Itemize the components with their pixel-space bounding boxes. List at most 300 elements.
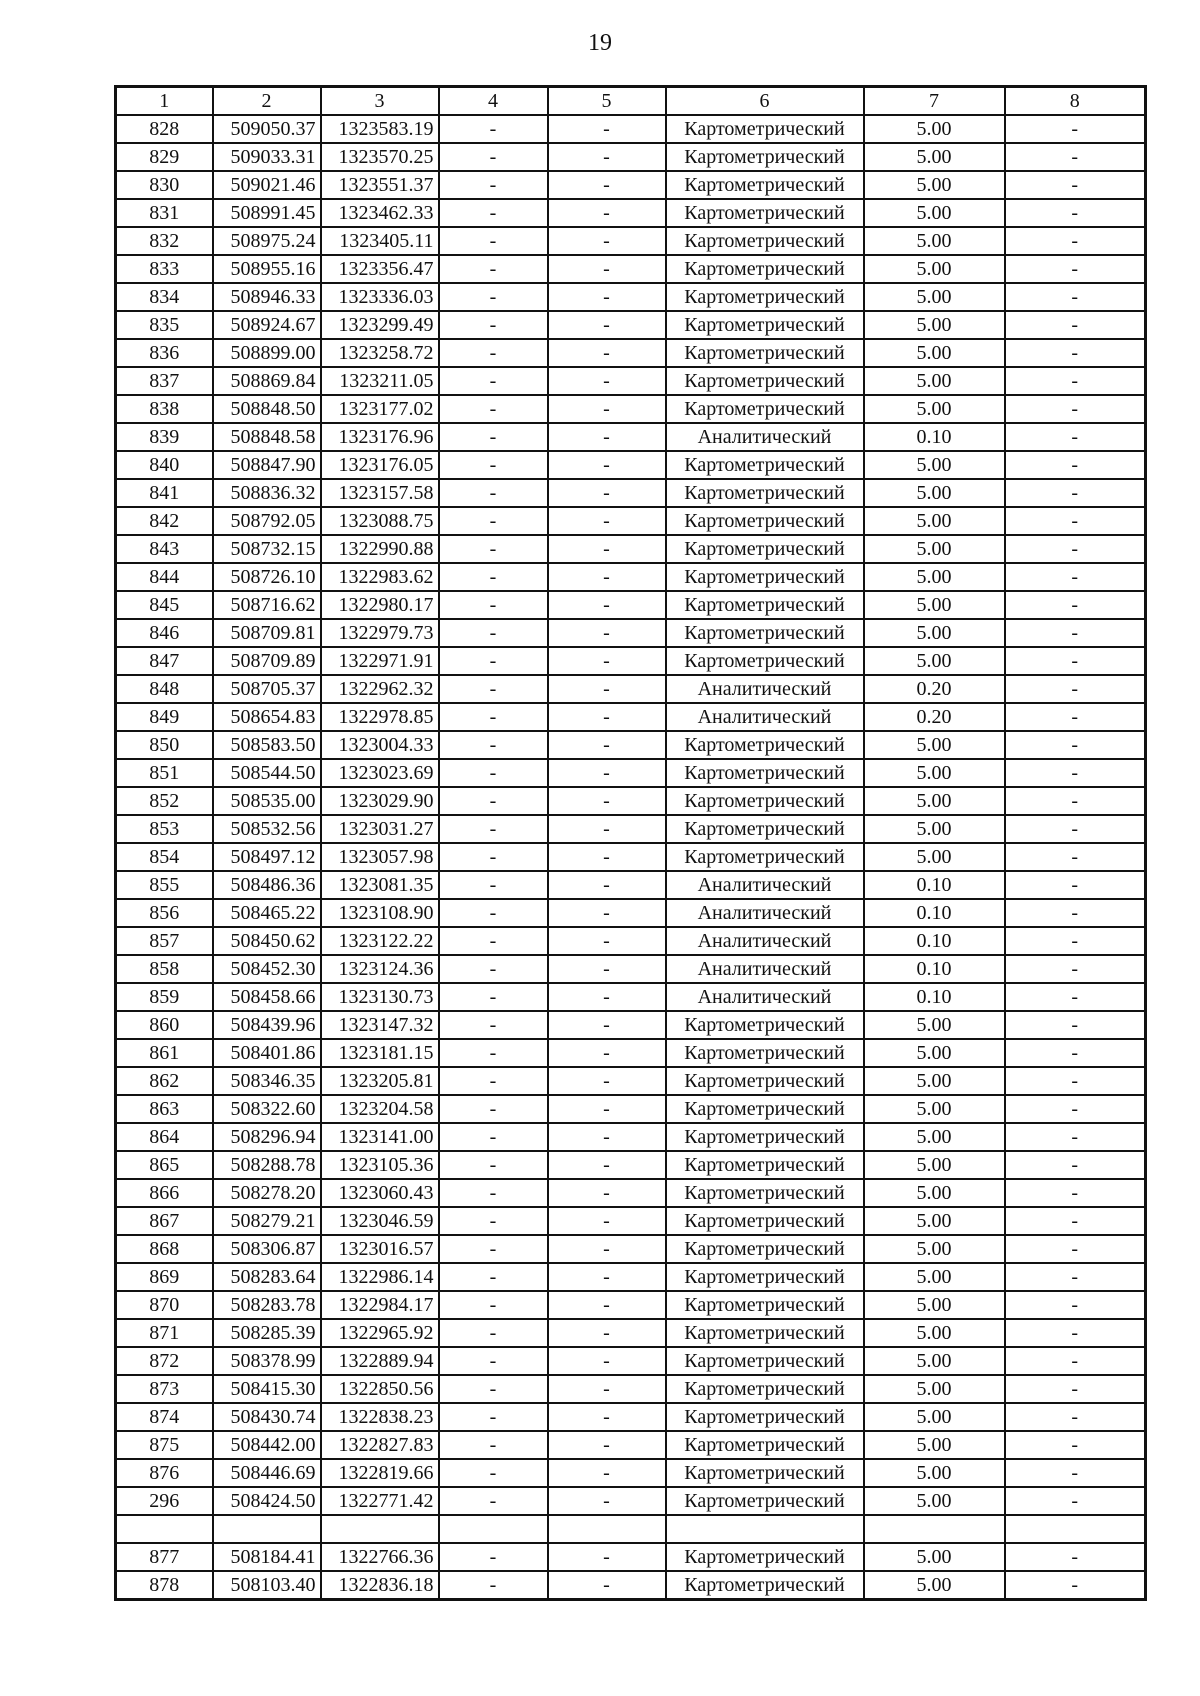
y-coordinate-cell: 1322986.14 [321,1263,439,1291]
col5-cell: - [548,1263,666,1291]
accuracy-cell: 5.00 [864,591,1005,619]
y-coordinate-cell: 1323551.37 [321,171,439,199]
method-cell: Аналитический [666,955,864,983]
accuracy-cell: 0.10 [864,955,1005,983]
y-coordinate-cell: 1322965.92 [321,1319,439,1347]
method-cell: Картометрический [666,1039,864,1067]
method-cell: Картометрический [666,619,864,647]
method-cell: Картометрический [666,1571,864,1600]
y-coordinate-cell: 1323211.05 [321,367,439,395]
method-cell: Картометрический [666,1123,864,1151]
table-row [116,927,1146,955]
x-coordinate-cell: 508486.36 [213,871,321,899]
point-number-cell: 860 [116,1011,213,1039]
method-cell: Картометрический [666,1095,864,1123]
col8-cell: - [1005,479,1146,507]
column-header: 2 [213,87,321,116]
method-cell: Аналитический [666,423,864,451]
col4-cell: - [439,1347,548,1375]
col8-cell: - [1005,1179,1146,1207]
col4-cell: - [439,1011,548,1039]
col4-cell: - [439,815,548,843]
accuracy-cell: 0.20 [864,703,1005,731]
accuracy-cell: 0.10 [864,423,1005,451]
table-row [116,619,1146,647]
x-coordinate-cell: 508544.50 [213,759,321,787]
table-row [116,591,1146,619]
method-cell: Картометрический [666,1235,864,1263]
col5-cell: - [548,367,666,395]
col5-cell: - [548,1319,666,1347]
method-cell: Картометрический [666,787,864,815]
accuracy-cell: 5.00 [864,283,1005,311]
accuracy-cell: 5.00 [864,1011,1005,1039]
table-row [116,1067,1146,1095]
col5-cell: - [548,311,666,339]
col5-cell: - [548,815,666,843]
x-coordinate-cell: 508497.12 [213,843,321,871]
point-number-cell: 865 [116,1151,213,1179]
point-number-cell: 834 [116,283,213,311]
x-coordinate-cell: 508296.94 [213,1123,321,1151]
table-row [116,1039,1146,1067]
col5-cell: - [548,1235,666,1263]
y-coordinate-cell: 1323057.98 [321,843,439,871]
point-number-cell: 851 [116,759,213,787]
col4-cell: - [439,759,548,787]
col8-cell: - [1005,1403,1146,1431]
method-cell: Картометрический [666,1487,864,1515]
table-row [116,451,1146,479]
x-coordinate-cell: 508285.39 [213,1319,321,1347]
col4-cell: - [439,367,548,395]
col4-cell: - [439,1571,548,1600]
y-coordinate-cell: 1323105.36 [321,1151,439,1179]
col8-cell: - [1005,1011,1146,1039]
table-row [116,1487,1146,1515]
point-number-cell: 856 [116,899,213,927]
col8-cell: - [1005,423,1146,451]
method-cell: Картометрический [666,507,864,535]
accuracy-cell: 5.00 [864,787,1005,815]
x-coordinate-cell: 508709.89 [213,647,321,675]
method-cell: Картометрический [666,647,864,675]
y-coordinate-cell: 1323124.36 [321,955,439,983]
table-row [116,1459,1146,1487]
col8-cell: - [1005,115,1146,143]
col4-cell: - [439,311,548,339]
y-coordinate-cell: 1322850.56 [321,1375,439,1403]
accuracy-cell: 5.00 [864,1179,1005,1207]
col8-cell: - [1005,507,1146,535]
accuracy-cell: 0.20 [864,675,1005,703]
col5-cell: - [548,955,666,983]
method-cell: Картометрический [666,255,864,283]
table-row [116,647,1146,675]
col8-cell: - [1005,227,1146,255]
col4-cell: - [439,1095,548,1123]
col5-cell: - [548,115,666,143]
col8-cell: - [1005,1375,1146,1403]
table-row [116,311,1146,339]
col5-cell: - [548,451,666,479]
method-cell: Картометрический [666,815,864,843]
col5-cell: - [548,1543,666,1571]
col8-cell: - [1005,1039,1146,1067]
col4-cell: - [439,619,548,647]
x-coordinate-cell: 508103.40 [213,1571,321,1600]
point-number-cell: 830 [116,171,213,199]
x-coordinate-cell: 508535.00 [213,787,321,815]
col8-cell: - [1005,1459,1146,1487]
y-coordinate-cell: 1322838.23 [321,1403,439,1431]
method-cell: Картометрический [666,535,864,563]
x-coordinate-cell: 508283.64 [213,1263,321,1291]
col4-cell: - [439,647,548,675]
col4-cell: - [439,703,548,731]
point-number-cell: 861 [116,1039,213,1067]
col8-cell: - [1005,983,1146,1011]
y-coordinate-cell: 1323570.25 [321,143,439,171]
accuracy-cell: 5.00 [864,1571,1005,1600]
x-coordinate-cell: 508705.37 [213,675,321,703]
accuracy-cell: 5.00 [864,1347,1005,1375]
point-number-cell: 833 [116,255,213,283]
accuracy-cell: 5.00 [864,1039,1005,1067]
col8-cell: - [1005,311,1146,339]
table-row [116,1207,1146,1235]
col8-cell: - [1005,843,1146,871]
point-number-cell [116,1515,213,1543]
x-coordinate-cell: 508446.69 [213,1459,321,1487]
col5-cell: - [548,339,666,367]
point-number-cell: 853 [116,815,213,843]
accuracy-cell: 5.00 [864,1487,1005,1515]
x-coordinate-cell: 508924.67 [213,311,321,339]
col4-cell: - [439,1067,548,1095]
x-coordinate-cell: 508442.00 [213,1431,321,1459]
table-row [116,227,1146,255]
point-number-cell: 846 [116,619,213,647]
col8-cell: - [1005,451,1146,479]
table-row [116,675,1146,703]
point-number-cell: 296 [116,1487,213,1515]
method-cell: Картометрический [666,451,864,479]
y-coordinate-cell: 1323088.75 [321,507,439,535]
table-row [116,1431,1146,1459]
point-number-cell: 866 [116,1179,213,1207]
col5-cell: - [548,283,666,311]
col5-cell: - [548,759,666,787]
method-cell: Картометрический [666,311,864,339]
col8-cell: - [1005,1319,1146,1347]
x-coordinate-cell: 508288.78 [213,1151,321,1179]
method-cell: Аналитический [666,983,864,1011]
x-coordinate-cell: 508732.15 [213,535,321,563]
y-coordinate-cell: 1323023.69 [321,759,439,787]
col5-cell: - [548,395,666,423]
table-row [116,1515,1146,1543]
point-number-cell: 875 [116,1431,213,1459]
accuracy-cell: 5.00 [864,731,1005,759]
col5-cell: - [548,1151,666,1179]
table-row [116,1403,1146,1431]
y-coordinate-cell: 1323204.58 [321,1095,439,1123]
method-cell: Картометрический [666,115,864,143]
col5-cell: - [548,1375,666,1403]
col8-cell: - [1005,955,1146,983]
y-coordinate-cell: 1323462.33 [321,199,439,227]
method-cell: Картометрический [666,283,864,311]
column-header: 3 [321,87,439,116]
method-cell: Картометрический [666,1431,864,1459]
col8-cell: - [1005,619,1146,647]
y-coordinate-cell: 1323356.47 [321,255,439,283]
col8-cell: - [1005,143,1146,171]
col8-cell: - [1005,759,1146,787]
x-coordinate-cell: 508401.86 [213,1039,321,1067]
col8-cell: - [1005,675,1146,703]
point-number-cell: 874 [116,1403,213,1431]
x-coordinate-cell: 508583.50 [213,731,321,759]
col8-cell: - [1005,1123,1146,1151]
accuracy-cell: 5.00 [864,507,1005,535]
col4-cell: - [439,1039,548,1067]
col5-cell: - [548,1067,666,1095]
point-number-cell: 840 [116,451,213,479]
table-row [116,1571,1146,1600]
table-row [116,1179,1146,1207]
table-row [116,1347,1146,1375]
point-number-cell: 842 [116,507,213,535]
col8-cell: - [1005,1095,1146,1123]
point-number-cell: 876 [116,1459,213,1487]
table-row [116,1263,1146,1291]
col8-cell: - [1005,283,1146,311]
accuracy-cell: 5.00 [864,815,1005,843]
col8-cell: - [1005,1067,1146,1095]
col8-cell: - [1005,1235,1146,1263]
point-number-cell: 838 [116,395,213,423]
point-number-cell: 832 [116,227,213,255]
y-coordinate-cell: 1322983.62 [321,563,439,591]
y-coordinate-cell: 1323130.73 [321,983,439,1011]
col4-cell: - [439,507,548,535]
col5-cell: - [548,675,666,703]
y-coordinate-cell: 1323299.49 [321,311,439,339]
col8-cell [1005,1515,1146,1543]
col8-cell: - [1005,647,1146,675]
col5-cell: - [548,591,666,619]
y-coordinate-cell: 1323405.11 [321,227,439,255]
point-number-cell: 878 [116,1571,213,1600]
col5-cell: - [548,927,666,955]
col4-cell: - [439,1319,548,1347]
x-coordinate-cell: 508899.00 [213,339,321,367]
table-row [116,871,1146,899]
col4-cell: - [439,1207,548,1235]
accuracy-cell: 5.00 [864,171,1005,199]
col4-cell: - [439,899,548,927]
col8-cell: - [1005,1487,1146,1515]
col5-cell: - [548,1039,666,1067]
point-number-cell: 841 [116,479,213,507]
x-coordinate-cell: 508848.58 [213,423,321,451]
method-cell: Аналитический [666,703,864,731]
x-coordinate-cell: 508278.20 [213,1179,321,1207]
table-row [116,1543,1146,1571]
table-row [116,479,1146,507]
y-coordinate-cell: 1322980.17 [321,591,439,619]
col5-cell: - [548,1011,666,1039]
method-cell: Картометрический [666,1179,864,1207]
col4-cell: - [439,731,548,759]
col5-cell: - [548,787,666,815]
col4-cell: - [439,1543,548,1571]
col5-cell: - [548,535,666,563]
accuracy-cell: 5.00 [864,619,1005,647]
y-coordinate-cell: 1322836.18 [321,1571,439,1600]
point-number-cell: 864 [116,1123,213,1151]
method-cell: Аналитический [666,927,864,955]
col8-cell: - [1005,787,1146,815]
point-number-cell: 835 [116,311,213,339]
accuracy-cell: 0.10 [864,871,1005,899]
table-row [116,1151,1146,1179]
x-coordinate-cell: 508306.87 [213,1235,321,1263]
col5-cell [548,1515,666,1543]
method-cell: Картометрический [666,843,864,871]
method-cell: Картометрический [666,1403,864,1431]
method-cell: Картометрический [666,1291,864,1319]
x-coordinate-cell: 508430.74 [213,1403,321,1431]
col5-cell: - [548,1431,666,1459]
point-number-cell: 877 [116,1543,213,1571]
x-coordinate-cell: 508279.21 [213,1207,321,1235]
accuracy-cell: 5.00 [864,255,1005,283]
method-cell: Картометрический [666,479,864,507]
method-cell: Картометрический [666,591,864,619]
x-coordinate-cell: 508836.32 [213,479,321,507]
point-number-cell: 852 [116,787,213,815]
method-cell: Картометрический [666,339,864,367]
col5-cell: - [548,843,666,871]
y-coordinate-cell: 1323081.35 [321,871,439,899]
col4-cell: - [439,1487,548,1515]
col4-cell: - [439,563,548,591]
y-coordinate-cell: 1322978.85 [321,703,439,731]
col4-cell: - [439,1123,548,1151]
table-row [116,339,1146,367]
col4-cell: - [439,1179,548,1207]
accuracy-cell: 5.00 [864,227,1005,255]
accuracy-cell: 5.00 [864,1375,1005,1403]
x-coordinate-cell: 508991.45 [213,199,321,227]
col4-cell: - [439,1291,548,1319]
y-coordinate-cell: 1322984.17 [321,1291,439,1319]
col8-cell: - [1005,535,1146,563]
y-coordinate-cell: 1323583.19 [321,115,439,143]
table-row [116,1375,1146,1403]
method-cell: Аналитический [666,675,864,703]
point-number-cell: 870 [116,1291,213,1319]
table-row [116,731,1146,759]
accuracy-cell: 5.00 [864,1151,1005,1179]
point-number-cell: 839 [116,423,213,451]
y-coordinate-cell: 1322819.66 [321,1459,439,1487]
table-row [116,703,1146,731]
table-row [116,535,1146,563]
point-number-cell: 859 [116,983,213,1011]
y-coordinate-cell: 1323181.15 [321,1039,439,1067]
col4-cell: - [439,255,548,283]
col4-cell: - [439,955,548,983]
method-cell: Картометрический [666,199,864,227]
point-number-cell: 869 [116,1263,213,1291]
accuracy-cell: 5.00 [864,1431,1005,1459]
col8-cell: - [1005,199,1146,227]
col8-cell: - [1005,703,1146,731]
col4-cell: - [439,283,548,311]
table-row [116,759,1146,787]
column-header: 1 [116,87,213,116]
x-coordinate-cell: 508654.83 [213,703,321,731]
method-cell: Картометрический [666,143,864,171]
table-row [116,955,1146,983]
accuracy-cell: 5.00 [864,395,1005,423]
table-row [116,1319,1146,1347]
accuracy-cell: 0.10 [864,899,1005,927]
col8-cell: - [1005,927,1146,955]
accuracy-cell: 5.00 [864,1543,1005,1571]
table-row [116,423,1146,451]
column-header: 8 [1005,87,1146,116]
accuracy-cell: 5.00 [864,451,1005,479]
col8-cell: - [1005,815,1146,843]
col5-cell: - [548,871,666,899]
method-cell: Картометрический [666,563,864,591]
page-number: 19 [588,30,612,56]
y-coordinate-cell: 1323336.03 [321,283,439,311]
table-row [116,787,1146,815]
method-cell: Аналитический [666,871,864,899]
col4-cell: - [439,451,548,479]
x-coordinate-cell: 508465.22 [213,899,321,927]
col4-cell: - [439,1375,548,1403]
col4-cell: - [439,535,548,563]
col5-cell: - [548,255,666,283]
point-number-cell: 850 [116,731,213,759]
accuracy-cell: 5.00 [864,479,1005,507]
x-coordinate-cell: 508847.90 [213,451,321,479]
col4-cell: - [439,339,548,367]
table-row [116,255,1146,283]
col8-cell: - [1005,1263,1146,1291]
column-header: 7 [864,87,1005,116]
x-coordinate-cell: 508955.16 [213,255,321,283]
col5-cell: - [548,171,666,199]
y-coordinate-cell: 1323176.05 [321,451,439,479]
col5-cell: - [548,619,666,647]
table-header-row [116,87,1146,116]
col8-cell: - [1005,1291,1146,1319]
x-coordinate-cell: 508415.30 [213,1375,321,1403]
x-coordinate-cell: 508709.81 [213,619,321,647]
x-coordinate-cell: 508322.60 [213,1095,321,1123]
col8-cell: - [1005,171,1146,199]
y-coordinate-cell: 1323060.43 [321,1179,439,1207]
table-row [116,199,1146,227]
